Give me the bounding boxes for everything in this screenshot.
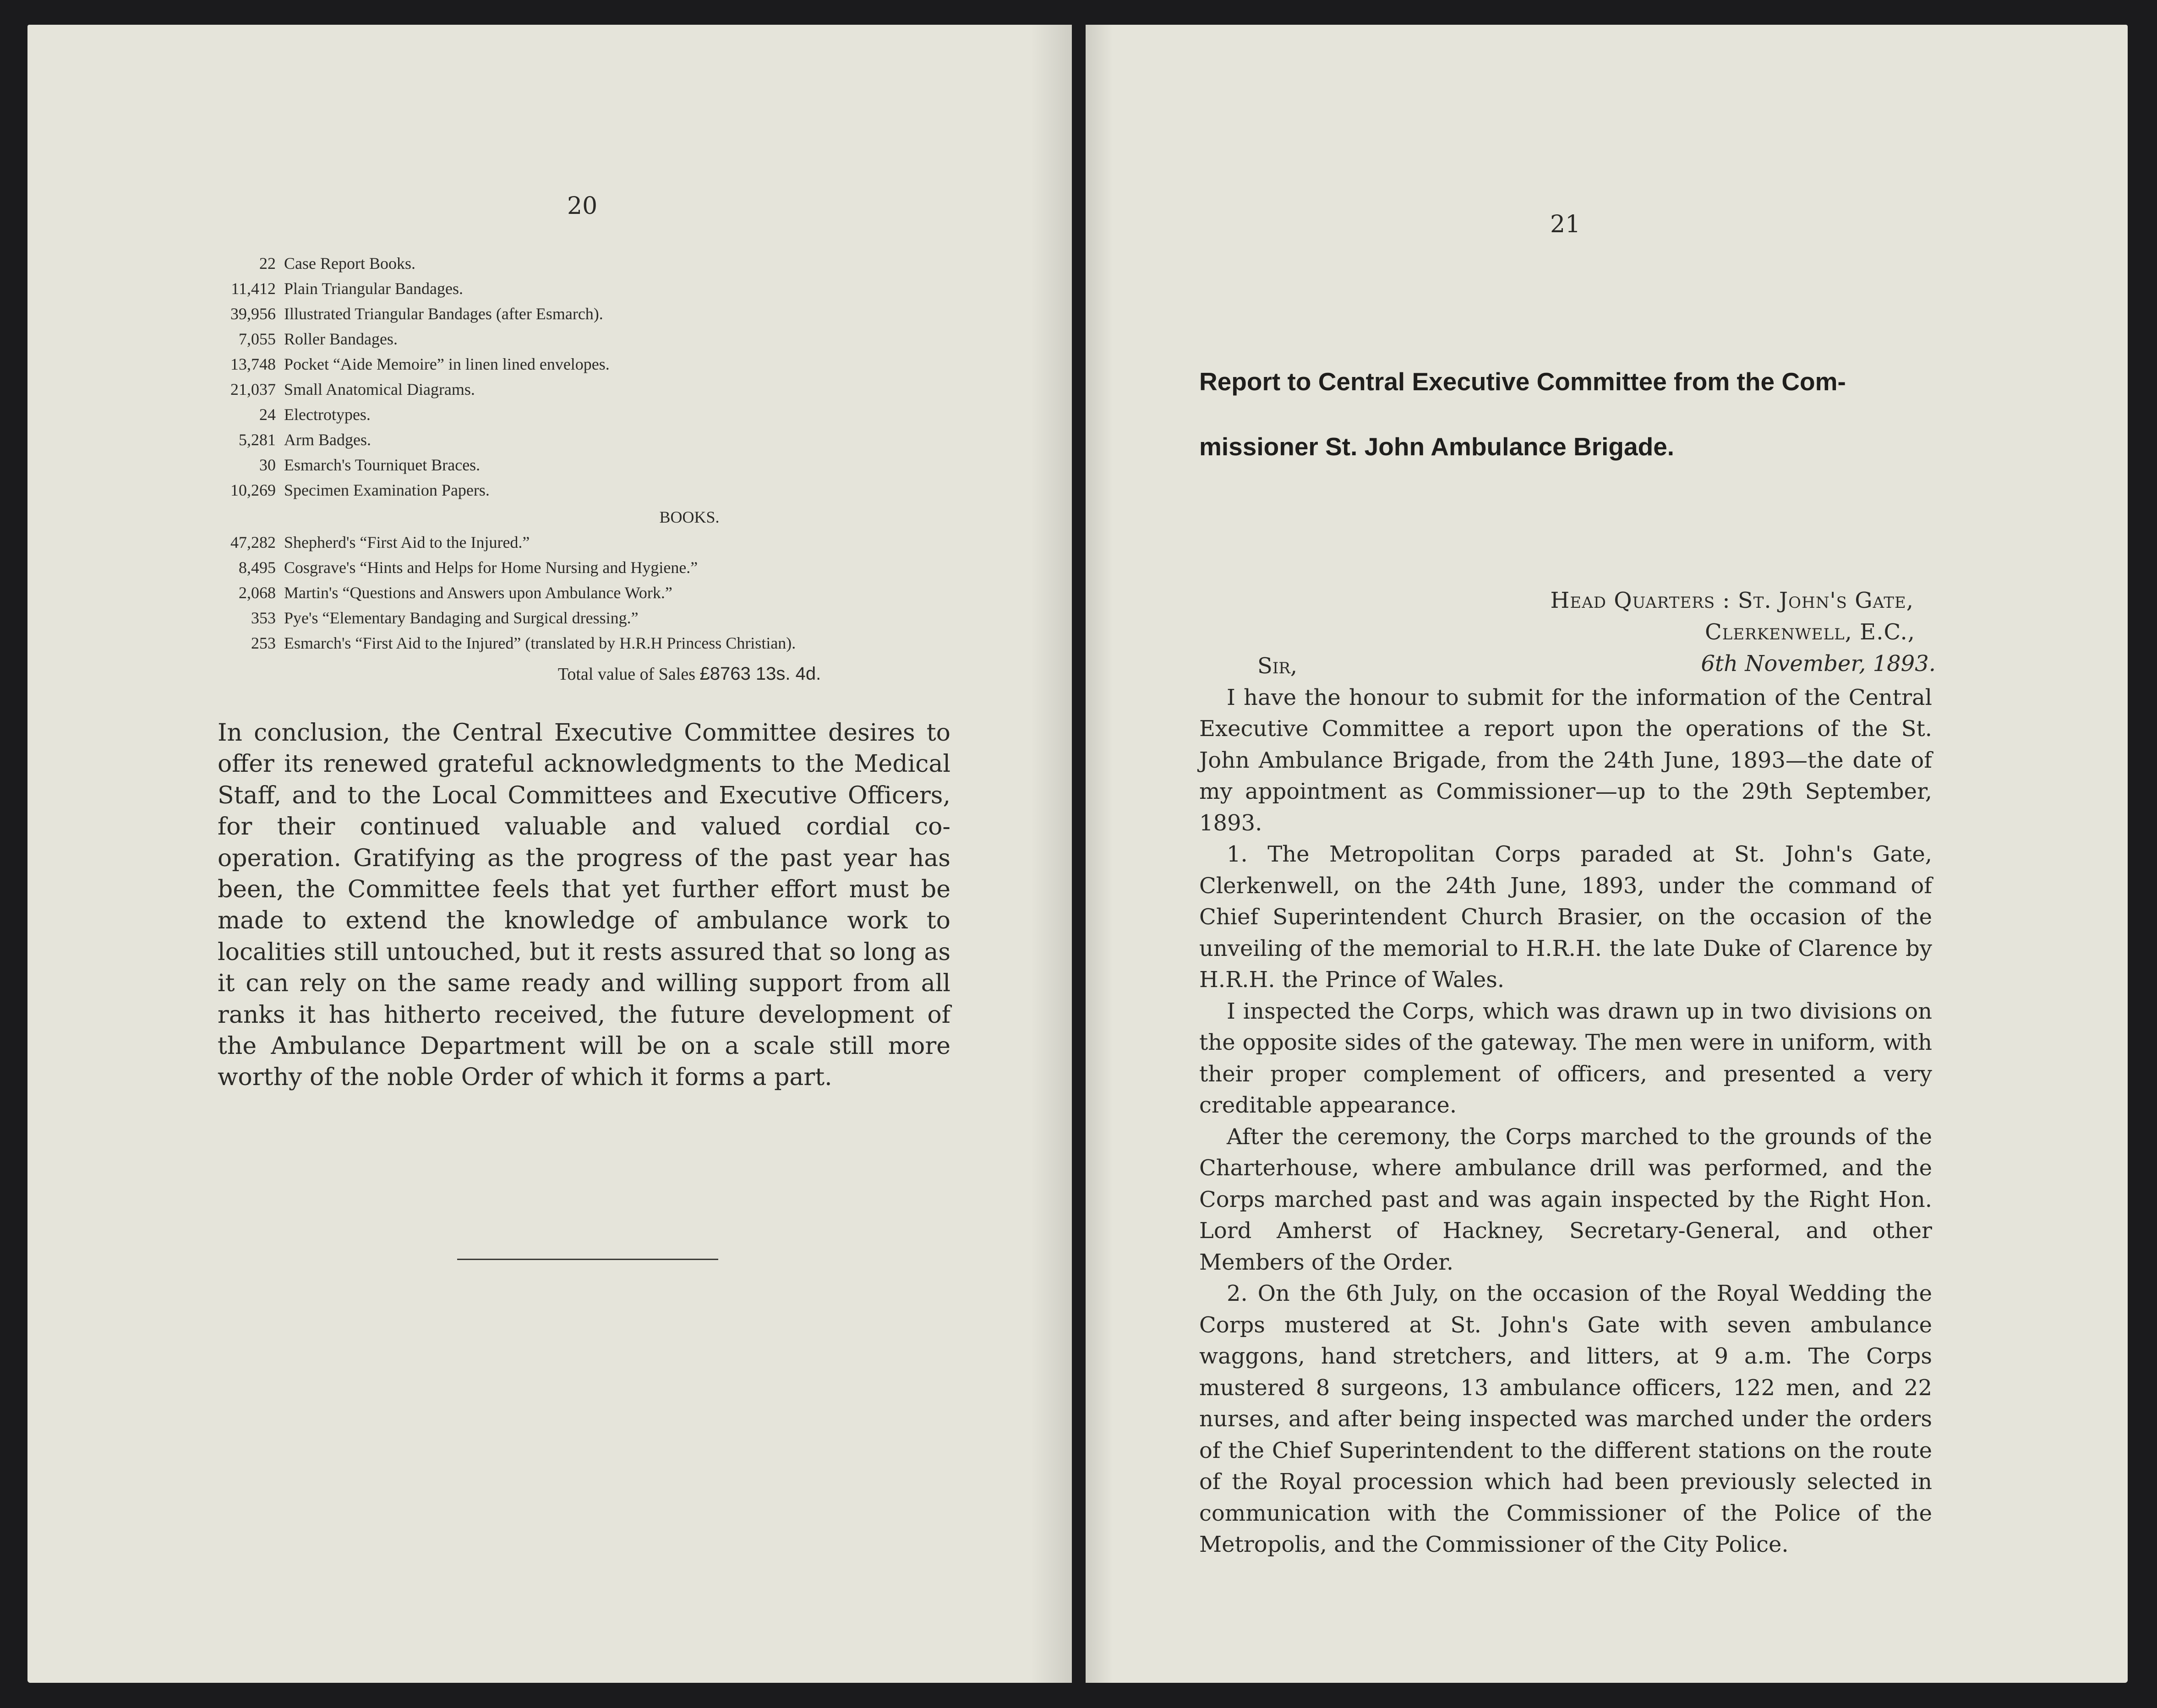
item-quantity: 253	[251, 634, 276, 652]
list-item	[181, 402, 960, 427]
page-number-right: 21	[1550, 211, 1581, 238]
item-text: Plain Triangular Bandages.	[284, 279, 463, 298]
item-quantity: 22	[259, 254, 276, 273]
item-quantity: 39,956	[230, 305, 276, 323]
item-quantity: 24	[259, 405, 276, 424]
total-amount: £8763 13s. 4d.	[699, 664, 821, 684]
gutter-shadow	[1031, 25, 1072, 1683]
report-title	[1199, 349, 1932, 479]
sales-total	[181, 661, 960, 687]
list-item	[181, 352, 960, 377]
body-paragraph: I inspected the Corps, which was drawn up in two divisions on the opposite sides of the gateway. The men were in uniform, with their proper complement of officers, and presented a very creditable appearance.	[1199, 998, 1932, 1118]
item-text: Martin's “Questions and Answers upon Ambulance Work.”	[284, 584, 672, 602]
item-text: Pocket “Aide Memoire” in linen lined envelopes.	[284, 355, 610, 373]
list-item	[181, 427, 960, 453]
item-text: Roller Bandages.	[284, 330, 398, 348]
item-text: Esmarch's “First Aid to the Injured” (translated by H.R.H Princess Christian).	[284, 634, 796, 652]
section-divider	[457, 1259, 718, 1260]
address-line: Head Quarters : St. John's Gate,	[1550, 588, 1914, 613]
list-item	[181, 478, 960, 503]
item-quantity: 21,037	[230, 380, 276, 398]
list-item	[181, 606, 960, 631]
address-line: Clerkenwell, E.C.,	[1705, 619, 1915, 645]
body-paragraph: 2. On the 6th July, on the occasion of the Royal Wedding the Corps mustered at St. John's Gate with seven ambulance waggons, hand stretchers, and litters, at 9 a.m. The Corps mustered 8 surgeons, 13 ambulance officers, 122 men, and 22 nurses, and after being inspected was marched under the orders of the Chief Superintendent to the different stations on the route of the Royal procession which had been previously selected in communication with the Commissioner of the Police of the Metropolis, and the Commissioner of the City Police.	[1199, 1281, 1932, 1557]
body-paragraph: After the ceremony, the Corps marched to the grounds of the Charterhouse, where ambulance drill was performed, and the Corps marched past and was again inspected by the Right Hon. Lord Amherst of Hackney, Secretary-General, and other Members of the Order.	[1199, 1124, 1932, 1275]
item-quantity: 13,748	[230, 355, 276, 373]
gutter-shadow	[1086, 25, 1113, 1683]
body-paragraph: I have the honour to submit for the information of the Central Executive Committee a report upon the operations of the St. John Ambulance Brigade, from the 24th June, 1893—the date of my appointment as Commissioner—up to the 29th September, 1893.	[1199, 684, 1932, 836]
report-body	[1199, 650, 1932, 1561]
item-quantity: 11,412	[231, 279, 276, 298]
item-text: Shepherd's “First Aid to the Injured.”	[284, 533, 530, 551]
item-text: Pye's “Elementary Bandaging and Surgical dressing.”	[284, 609, 639, 627]
item-quantity: 5,281	[239, 431, 276, 449]
list-item	[181, 555, 960, 580]
item-text: Esmarch's Tourniquet Braces.	[284, 456, 481, 474]
body-paragraph: 1. The Metropolitan Corps paraded at St. John's Gate, Clerkenwell, on the 24th June, 1893, under the command of Chief Superintendent Church Brasier, on the occasion of the unveiling of the memorial to H.R.H. the late Duke of Clarence by H.R.H. the Prince of Wales.	[1199, 841, 1932, 993]
books-heading: BOOKS.	[659, 508, 720, 526]
salutation: Sir,	[1257, 653, 1298, 679]
item-quantity: 10,269	[230, 481, 276, 499]
item-quantity: 7,055	[239, 330, 276, 348]
list-item	[181, 276, 960, 301]
title-line: missioner St. John Ambulance Brigade.	[1199, 432, 1675, 461]
list-item	[181, 631, 960, 656]
item-text: Specimen Examination Papers.	[284, 481, 490, 499]
item-text: Arm Badges.	[284, 431, 371, 449]
list-item	[181, 580, 960, 606]
sales-list	[181, 251, 960, 687]
list-item	[181, 301, 960, 327]
item-quantity: 8,495	[239, 558, 276, 577]
item-text: Small Anatomical Diagrams.	[284, 380, 475, 398]
item-quantity: 47,282	[230, 533, 276, 551]
total-label: Total value of Sales	[557, 665, 696, 684]
item-quantity: 353	[251, 609, 276, 627]
list-item	[181, 251, 960, 276]
item-text: Electrotypes.	[284, 405, 371, 424]
item-text: Illustrated Triangular Bandages (after Esmarch).	[284, 305, 603, 323]
list-item	[181, 530, 960, 555]
page-number-left: 20	[567, 192, 598, 220]
item-text: Case Report Books.	[284, 254, 415, 273]
list-item	[181, 453, 960, 478]
item-quantity: 30	[259, 456, 276, 474]
list-item	[181, 377, 960, 402]
title-line: Report to Central Executive Committee from the Com-	[1199, 367, 1846, 396]
item-quantity: 2,068	[239, 584, 276, 602]
list-item	[181, 327, 960, 352]
date-line: 6th November, 1893.	[1701, 651, 1936, 677]
item-text: Cosgrave's “Hints and Helps for Home Nursing and Hygiene.”	[284, 558, 698, 577]
conclusion-paragraph: In conclusion, the Central Executive Committee desires to offer its renewed grateful acknowledgments to the Medical Staff, and to the Local Committees and Executive Officers, for their continued valuable and valued cordial co-operation. Gratifying as the progress of the past year has been, the Committee feels that yet further effort must be made to extend the knowledge of ambulance work to localities still untouched, but it rests assured that so long as it can rely on the same ready and willing support from all ranks it has hitherto received, the future development of the Ambulance Department will be on a scale still more worthy of the noble Order of which it forms a part.	[218, 719, 950, 1091]
